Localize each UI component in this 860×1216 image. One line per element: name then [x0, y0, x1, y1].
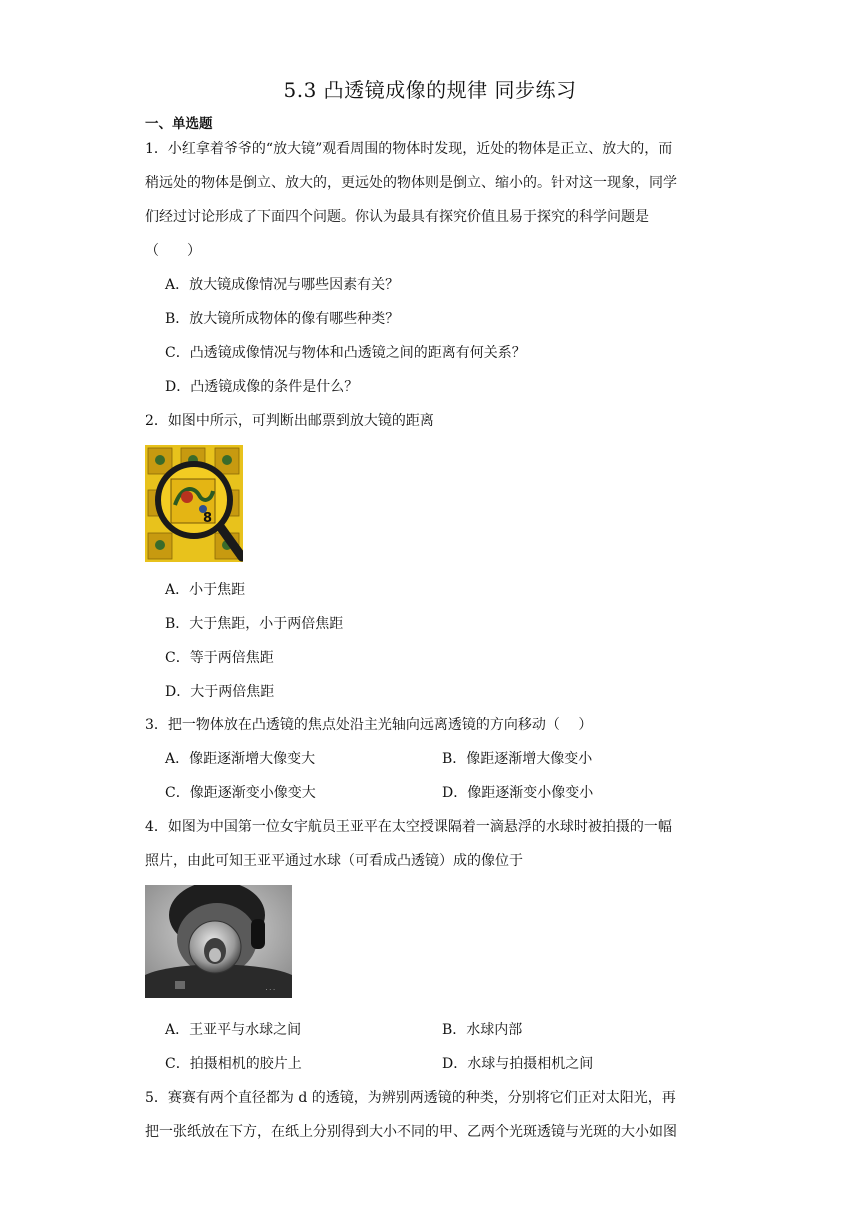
q1-option-d: D．凸透镜成像的条件是什么？ — [165, 379, 359, 395]
q1-option-a: A．放大镜成像情况与哪些因素有关？ — [165, 277, 400, 293]
q4-option-d: D．水球与拍摄相机之间 — [442, 1056, 594, 1072]
q5-line-1: 5．赛赛有两个直径都为 d 的透镜，为辨别两透镜的种类，分别将它们正对太阳光，再 — [145, 1090, 676, 1106]
q2-option-c: C．等于两倍焦距 — [165, 650, 274, 666]
page-title: 5.3 凸透镜成像的规律 同步练习 — [283, 78, 577, 102]
q1-line-2: 稍远处的物体是倒立、放大的，更远处的物体则是倒立、缩小的。针对这一现象，同学 — [145, 175, 677, 191]
q4-line-1: 4．如图为中国第一位女宇航员王亚平在太空授课隔着一滴悬浮的水球时被拍摄的一幅 — [145, 819, 672, 835]
q3-stem: 3．把一物体放在凸透镜的焦点处沿主光轴向远离透镜的方向移动（ ） — [145, 717, 593, 733]
q4-option-a: A．王亚平与水球之间 — [165, 1022, 302, 1038]
section-heading: 一、单选题 — [145, 116, 213, 132]
q4-option-c: C．拍摄相机的胶片上 — [165, 1056, 302, 1072]
stamp-value-label: 8 — [203, 511, 213, 526]
stamp-magnifier-image — [145, 445, 243, 562]
svg-text:· · ·: · · · — [265, 987, 275, 994]
q3-option-d: D．像距逐渐变小像变小 — [442, 785, 594, 801]
q3-option-c: C．像距逐渐变小像变大 — [165, 785, 316, 801]
q1-line-3: 们经过讨论形成了下面四个问题。你认为最具有探究价值且易于探究的科学问题是 — [145, 209, 649, 225]
q4-line-2: 照片，由此可知王亚平通过水球（可看成凸透镜）成的像位于 — [145, 853, 523, 869]
q2-option-b: B．大于焦距，小于两倍焦距 — [165, 616, 344, 632]
q1-option-b: B．放大镜所成物体的像有哪些种类？ — [165, 311, 400, 327]
q3-option-b: B．像距逐渐增大像变小 — [442, 751, 593, 767]
q5-line-2: 把一张纸放在下方，在纸上分别得到大小不同的甲、乙两个光斑透镜与光斑的大小如图 — [145, 1124, 677, 1140]
q2-option-d: D．大于两倍焦距 — [165, 684, 275, 700]
q2-stem: 2．如图中所示，可判断出邮票到放大镜的距离 — [145, 413, 434, 429]
q3-option-a: A．像距逐渐增大像变大 — [165, 751, 316, 767]
q1-line-4: （ ） — [145, 243, 201, 259]
q2-option-a: A．小于焦距 — [165, 582, 246, 598]
q1-line-1: 1．小红拿着爷爷的“放大镜”观看周围的物体时发现，近处的物体是正立、放大的，而 — [145, 141, 673, 157]
q1-option-c: C．凸透镜成像情况与物体和凸透镜之间的距离有何关系？ — [165, 345, 526, 361]
water-ball-photo — [145, 885, 292, 998]
q4-option-b: B．水球内部 — [442, 1022, 523, 1038]
